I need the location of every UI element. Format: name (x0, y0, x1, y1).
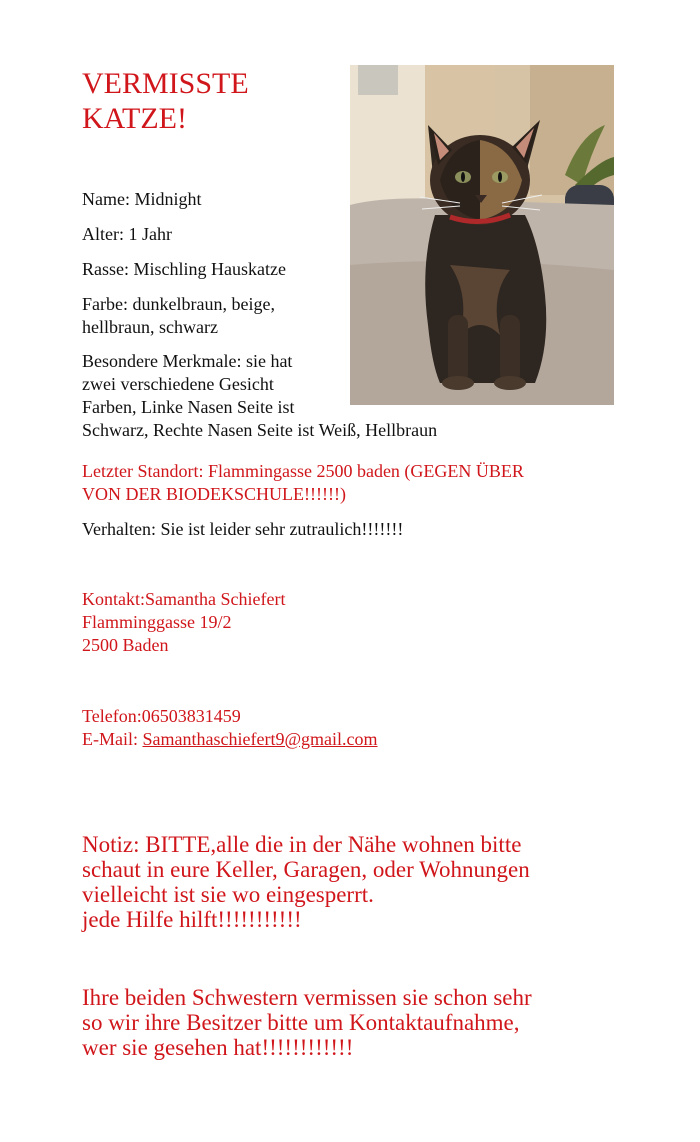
email-label: E-Mail: (82, 729, 143, 749)
cat-breed: Rasse: Mischling Hauskatze (82, 259, 286, 279)
email-link[interactable]: Samanthaschiefert9@gmail.com (142, 729, 378, 749)
cat-behavior: Verhalten: Sie ist leider sehr zutraulich!!!!!!! (82, 519, 404, 539)
plea-line-1: Ihre beiden Schwestern vermissen sie schon sehr (82, 985, 532, 1010)
cat-color (82, 293, 347, 339)
note-line-3: vielleicht ist sie wo eingesperrt. (82, 882, 374, 907)
cat-features (82, 350, 522, 442)
plea-line-2: so wir ihre Besitzer bitte um Kontaktaufnahme, (82, 1010, 520, 1035)
location-line-2: VON DER BIODEKSCHULE!!!!!!) (82, 484, 346, 504)
plea-block (82, 985, 532, 1060)
email-row (82, 728, 378, 751)
features-line-1: Besondere Merkmale: sie hat (82, 351, 293, 371)
last-location (82, 460, 642, 506)
features-line-3: Farben, Linke Nasen Seite ist (82, 397, 295, 417)
color-line-1: Farbe: dunkelbraun, beige, (82, 294, 275, 314)
color-line-2: hellbraun, schwarz (82, 317, 218, 337)
title-line-2: KATZE! (82, 102, 187, 135)
cat-name: Name: Midnight (82, 189, 202, 209)
note-block (82, 832, 530, 932)
features-line-2: zwei verschiedene Gesicht (82, 374, 274, 394)
note-line-1: Notiz: BITTE,alle die in der Nähe wohnen bitte (82, 832, 522, 857)
plea-line-3: wer sie gesehen hat!!!!!!!!!!!! (82, 1035, 354, 1060)
cat-age: Alter: 1 Jahr (82, 224, 172, 244)
poster-title (82, 66, 332, 136)
contact-street: Flamminggasse 19/2 (82, 612, 232, 632)
contact-city: 2500 Baden (82, 635, 169, 655)
title-line-1: VERMISSTE (82, 67, 249, 100)
contact-block (82, 588, 285, 657)
contact-name: Kontakt:Samantha Schiefert (82, 589, 286, 609)
note-line-4: jede Hilfe hilft!!!!!!!!!!! (82, 907, 302, 932)
features-line-4: Schwarz, Rechte Nasen Seite ist Weiß, Hellbraun (82, 420, 438, 440)
phone-email-block (82, 705, 378, 751)
note-line-2: schaut in eure Keller, Garagen, oder Wohnungen (82, 857, 530, 882)
location-line-1: Letzter Standort: Flammingasse 2500 baden (GEGEN ÜBER (82, 461, 524, 481)
phone-number: Telefon:06503831459 (82, 706, 241, 726)
